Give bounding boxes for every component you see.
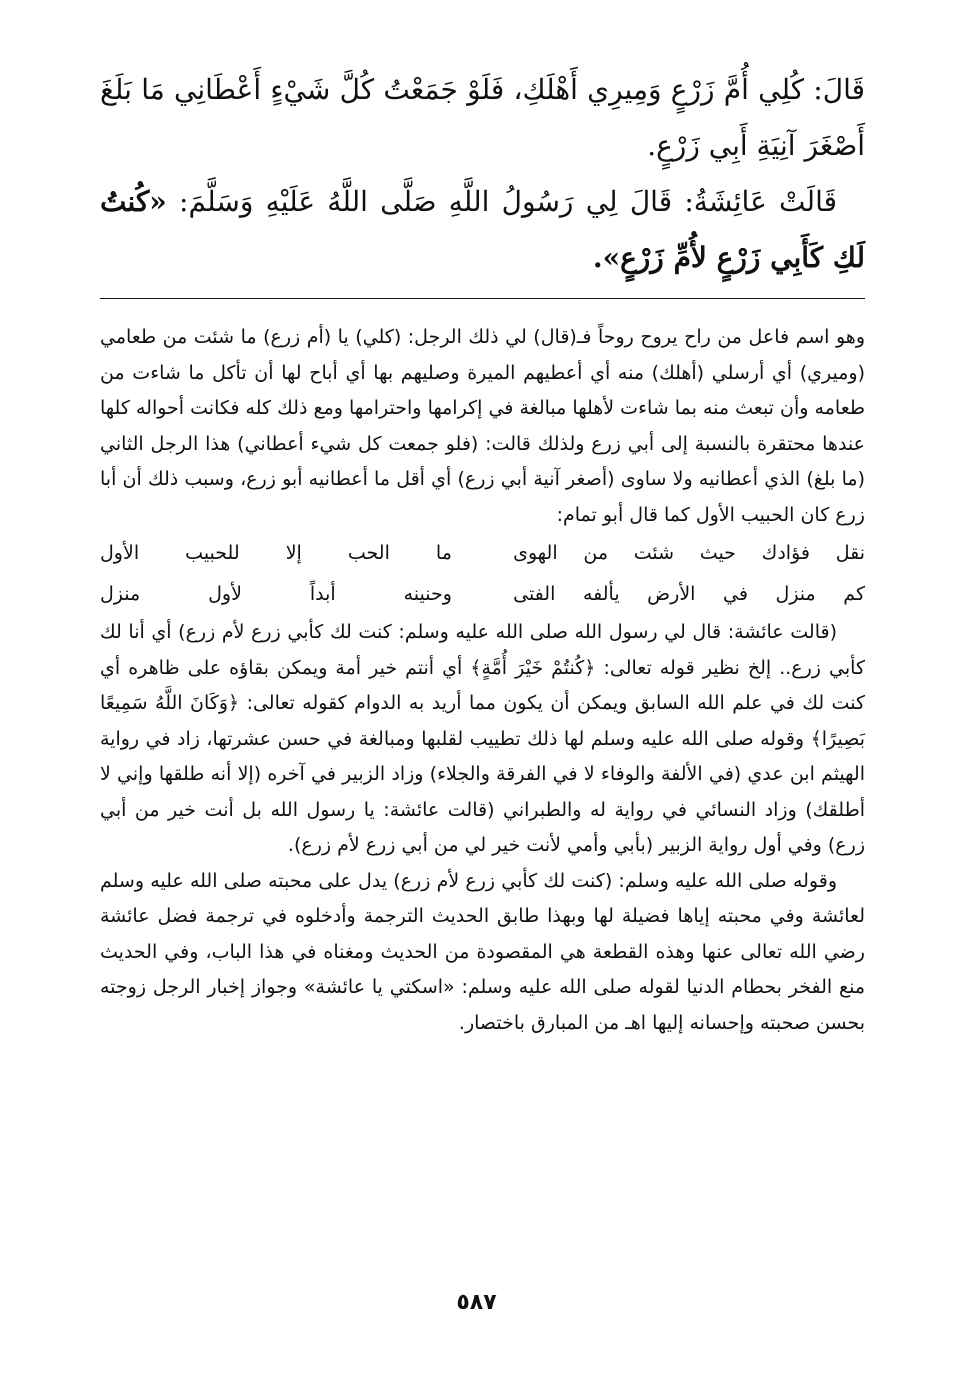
hadith-quote: «كُنتُ لَكِ كَأَبِي زَرْعٍ لأُمِّ زَرْعٍ».: [100, 185, 865, 274]
commentary-paragraph-2: (قالت عائشة: قال لي رسول الله صلى الله عليه وسلم: كنت لك كأبي زرع لأم زرع) أي أنا لك كأبي زرع.. إلخ نظير قوله تعالى: ﴿كُنتُمْ خَيْرَ أُمَّةٍ﴾ أي أنتم خير أمة ويمكن بقاؤه على ظاهره أي كنت لك في علم الله السابق ويمكن أن يكون مما أريد به الدوام كقوله تعالى: ﴿وَكَانَ اللَّهُ سَمِيعًا بَصِيرًا﴾ وقوله صلى الله عليه وسلم لها ذلك تطييب لقلبها ومبالغة في حسن عشرتها، زاد في رواية الهيثم ابن عدي (في الألفة والوفاء لا في الفرقة والجلاء) وزاد الزبير في آخره (إلا أنه طلقها وإني لا أطلقك) وزاد النسائي في رواية له والطبراني (قالت عائشة: يا رسول الله بل أنت خير من أبي زرع) وفي أول رواية الزبير (بأبي وأمي لأنت خير لي من أبي زرع لأم زرع).: [100, 621, 865, 856]
separator-rule: [100, 298, 865, 299]
verse-1-first-hemistich: نقل فؤادك حيث شئت من الهوى: [513, 542, 865, 564]
page-number: ٥٨٧: [456, 1290, 497, 1315]
hadith-paragraph-1: قَالَ: كُلِي أُمَّ زَرْعٍ وَمِيرِي أَهْلَكِ، فَلَوْ جَمَعْتُ كُلَّ شَيْءٍ أَعْطَانِي مَا بَلَغَ أَصْغَرَ آنِيَةِ أَبِي زَرْعٍ.: [100, 73, 865, 162]
poem-verse-1: [100, 533, 865, 574]
commentary-paragraph-1: وهو اسم فاعل من راح يروح روحاً فـ(قال) لي ذلك الرجل: (كلي) يا (أم زرع) ما شئت من طعامي (وميري) أي أرسلي (أهلك) منه أي أعطيهم الميرة وصليهم بها أي أباح لها أن تأكل ما شاءت من طعامه وأن تبعث منه بما شاءت لأهلها مبالغة في إكرامها واحترامها ومع ذلك كله فكانت أحواله كلها عندها محتقرة بالنسبة إلى أبي زرع ولذلك قالت: (فلو جمعت كل شيء أعطاني) هذا الرجل الثاني (ما بلغ) الذي أعطانيه ولا ساوى (أصغر آنية أبي زرع) أي أقل ما أعطانيه أبو زرع، وسبب ذلك أن أبا زرع كان الحبيب الأول كما قال أبو تمام:: [100, 326, 865, 526]
poem-verse-2: [100, 574, 865, 615]
commentary-block: [100, 320, 865, 1041]
verse-2-first-hemistich: كم منزل في الأرض يألفه الفتى: [513, 583, 865, 605]
hadith-paragraph-2: [100, 174, 865, 286]
verse-1-second-hemistich: ما الحب إلا للحبيب الأول: [100, 542, 452, 564]
verse-2-second-hemistich: وحنينه أبداً لأول منزل: [100, 583, 452, 605]
hadith-paragraph-2-intro: قَالَتْ عَائِشَةُ: قَالَ لِي رَسُولُ اللَّهِ صَلَّى اللَّهُ عَلَيْهِ وَسَلَّمَ:: [166, 185, 837, 218]
commentary-paragraph-3: وقوله صلى الله عليه وسلم: (كنت لك كأبي زرع لأم زرع) يدل على محبته صلى الله عليه وسلم لعائشة وفي محبته إياها فضيلة لها وبهذا طابق الحديث الترجمة وأدخلوه في ترجمة فضل عائشة رضي الله تعالى عنها وهذه القطعة هي المقصودة من الحديث ومغناه في هذا الباب، وفي الحديث منع الفخر بحطام الدنيا لقوله صلى الله عليه وسلم: «اسكتي يا عائشة» وجواز إخبار الرجل زوجته بحسن صحبته وإحسانه إليها اهـ من المبارق باختصار.: [100, 869, 865, 1034]
hadith-text-block: [100, 62, 865, 286]
